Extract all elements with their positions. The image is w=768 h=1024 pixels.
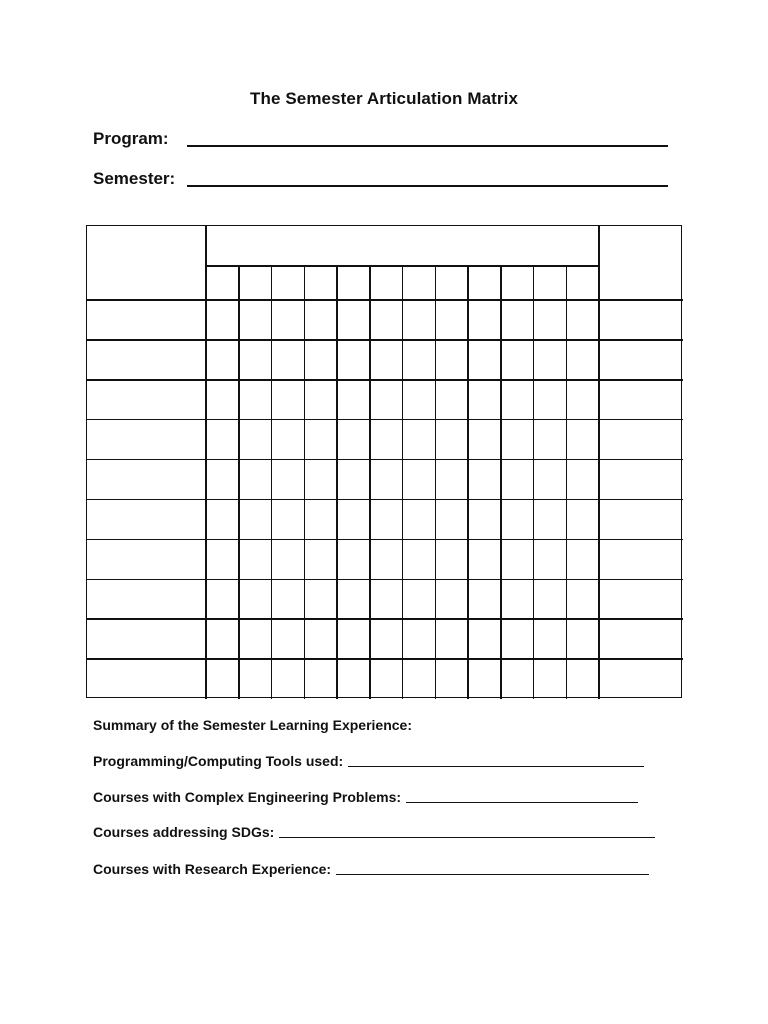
matrix-row-divider (87, 459, 683, 461)
matrix-outcome-column-divider (238, 266, 240, 699)
complex-problems-label: Courses with Complex Engineering Problems: (93, 789, 402, 805)
research-blank-line[interactable] (336, 862, 649, 875)
matrix-outcome-column-divider (304, 266, 306, 699)
sdg-blank-line[interactable] (279, 825, 655, 838)
matrix-row-divider (87, 539, 683, 541)
matrix-outcome-column-divider (467, 266, 469, 699)
matrix-outcome-column-divider (369, 266, 371, 699)
matrix-row-divider (87, 339, 683, 341)
program-label: Program: (93, 129, 169, 148)
matrix-outcome-column-divider (566, 266, 568, 699)
articulation-matrix-table (86, 225, 682, 698)
matrix-outcome-column-divider (435, 266, 437, 699)
research-label: Courses with Research Experience: (93, 861, 332, 877)
semester-blank-line[interactable] (187, 171, 668, 187)
sdg-label: Courses addressing SDGs: (93, 824, 275, 840)
summary-heading (93, 717, 412, 733)
tools-blank-line[interactable] (348, 754, 644, 767)
complex-problems-field[interactable] (93, 789, 638, 805)
matrix-row-divider (87, 579, 683, 581)
semester-field[interactable] (93, 169, 668, 189)
sdg-field[interactable] (93, 824, 655, 840)
matrix-outcome-column-divider (402, 266, 404, 699)
research-field[interactable] (93, 861, 649, 877)
summary-heading-text: Summary of the Semester Learning Experience: (93, 717, 412, 733)
matrix-outcome-column-divider (336, 266, 338, 699)
matrix-outcome-column-divider (533, 266, 535, 699)
matrix-row-divider (87, 299, 683, 301)
matrix-column-divider (205, 226, 207, 699)
semester-label: Semester: (93, 169, 176, 188)
matrix-column-divider (598, 226, 600, 699)
page-title: The Semester Articulation Matrix (249, 89, 519, 108)
matrix-row-divider (87, 618, 683, 620)
program-blank-line[interactable] (187, 131, 668, 147)
tools-label: Programming/Computing Tools used: (93, 753, 344, 769)
matrix-outcome-column-divider (500, 266, 502, 699)
program-field[interactable] (93, 129, 668, 149)
matrix-row-divider (87, 499, 683, 501)
matrix-row-divider (87, 419, 683, 421)
matrix-outcome-column-divider (271, 266, 273, 699)
matrix-row-divider (87, 658, 683, 660)
matrix-row-divider (87, 379, 683, 381)
tools-field[interactable] (93, 753, 644, 769)
complex-problems-blank-line[interactable] (406, 790, 638, 803)
